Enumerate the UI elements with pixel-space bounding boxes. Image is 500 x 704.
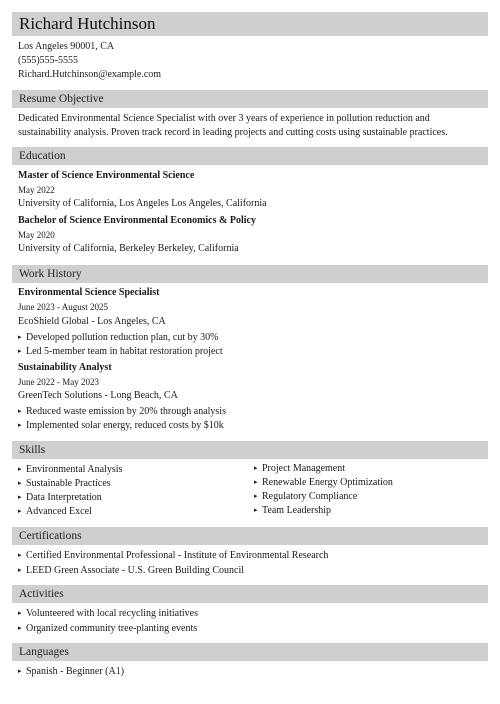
skill-text: Data Interpretation bbox=[26, 492, 102, 503]
skill-text: Environmental Analysis bbox=[26, 464, 123, 475]
contact-phone: (555)555-5555 bbox=[18, 55, 78, 66]
job-bullet-text: Reduced waste emission by 20% through analysis bbox=[26, 406, 226, 417]
section-heading-skills: Skills bbox=[12, 441, 488, 459]
section-heading-work-history: Work History bbox=[12, 265, 488, 283]
bullet-icon: ▸ bbox=[18, 479, 22, 487]
list-item bbox=[18, 548, 328, 563]
skill-item bbox=[254, 461, 345, 476]
education-school: University of California, Berkeley Berkeley, California bbox=[18, 243, 239, 254]
objective-text: Dedicated Environmental Science Specialist with over 3 years of experience in pollution reduction and sustainability analysis. Proven track record in leading projects and cutting costs using sustainable practices. bbox=[18, 113, 448, 138]
skill-item bbox=[254, 489, 357, 504]
list-item bbox=[18, 606, 198, 621]
job-title: Sustainability Analyst bbox=[18, 362, 112, 373]
skill-item bbox=[18, 490, 102, 505]
bullet-icon: ▸ bbox=[254, 506, 258, 514]
job-title: Environmental Science Specialist bbox=[18, 287, 160, 298]
bullet-icon: ▸ bbox=[18, 609, 22, 617]
section-heading-education: Education bbox=[12, 147, 488, 165]
certification-text: Certified Environmental Professional - Institute of Environmental Research bbox=[26, 550, 329, 561]
skill-text: Advanced Excel bbox=[26, 506, 92, 517]
skill-item bbox=[18, 504, 92, 519]
job-bullet-text: Developed pollution reduction plan, cut by 30% bbox=[26, 332, 219, 343]
bullet-icon: ▸ bbox=[18, 624, 22, 632]
bullet-icon: ▸ bbox=[18, 493, 22, 501]
activity-text: Organized community tree-planting events bbox=[26, 623, 198, 634]
education-date: May 2020 bbox=[18, 230, 55, 240]
section-heading-activities: Activities bbox=[12, 585, 488, 603]
education-degree: Bachelor of Science Environmental Economics & Policy bbox=[18, 215, 256, 226]
section-heading-certifications: Certifications bbox=[12, 527, 488, 545]
certification-text: LEED Green Associate - U.S. Green Building Council bbox=[26, 565, 245, 576]
contact-address: Los Angeles 90001, CA bbox=[18, 41, 115, 52]
bullet-icon: ▸ bbox=[18, 407, 22, 415]
candidate-name: Richard Hutchinson bbox=[12, 12, 488, 36]
skill-text: Project Management bbox=[262, 463, 346, 474]
list-item bbox=[18, 404, 226, 419]
job-company: GreenTech Solutions - Long Beach, CA bbox=[18, 390, 178, 401]
education-degree: Master of Science Environmental Science bbox=[18, 170, 195, 181]
job-bullet-text: Led 5-member team in habitat restoration project bbox=[26, 346, 223, 357]
bullet-icon: ▸ bbox=[18, 551, 22, 559]
education-date: May 2022 bbox=[18, 185, 55, 195]
list-item bbox=[18, 664, 124, 679]
skill-text: Sustainable Practices bbox=[26, 478, 111, 489]
activity-text: Volunteered with local recycling initiatives bbox=[26, 608, 198, 619]
bullet-icon: ▸ bbox=[18, 465, 22, 473]
skill-text: Renewable Energy Optimization bbox=[262, 477, 393, 488]
skill-text: Regulatory Compliance bbox=[262, 491, 358, 502]
skill-item bbox=[18, 476, 111, 491]
bullet-icon: ▸ bbox=[18, 667, 22, 675]
list-item bbox=[18, 621, 197, 636]
job-dates: June 2023 - August 2025 bbox=[18, 302, 108, 312]
education-school: University of California, Los Angeles Los Angeles, California bbox=[18, 198, 267, 209]
skill-item bbox=[18, 462, 122, 477]
job-bullet-text: Implemented solar energy, reduced costs by $10k bbox=[26, 420, 224, 431]
list-item bbox=[18, 418, 224, 433]
list-item bbox=[18, 330, 218, 345]
job-company: EcoShield Global - Los Angeles, CA bbox=[18, 316, 166, 327]
bullet-icon: ▸ bbox=[254, 492, 258, 500]
job-dates: June 2022 - May 2023 bbox=[18, 377, 99, 387]
bullet-icon: ▸ bbox=[18, 347, 22, 355]
language-text: Spanish - Beginner (A1) bbox=[26, 666, 125, 677]
list-item bbox=[18, 563, 244, 578]
list-item bbox=[18, 344, 223, 359]
bullet-icon: ▸ bbox=[18, 333, 22, 341]
section-heading-objective: Resume Objective bbox=[12, 90, 488, 108]
skill-item bbox=[254, 503, 331, 518]
bullet-icon: ▸ bbox=[254, 478, 258, 486]
section-heading-languages: Languages bbox=[12, 643, 488, 661]
contact-email: Richard.Hutchinson@example.com bbox=[18, 69, 162, 80]
bullet-icon: ▸ bbox=[18, 566, 22, 574]
bullet-icon: ▸ bbox=[18, 507, 22, 515]
skill-item bbox=[254, 475, 393, 490]
bullet-icon: ▸ bbox=[254, 464, 258, 472]
bullet-icon: ▸ bbox=[18, 421, 22, 429]
skill-text: Team Leadership bbox=[262, 505, 331, 516]
